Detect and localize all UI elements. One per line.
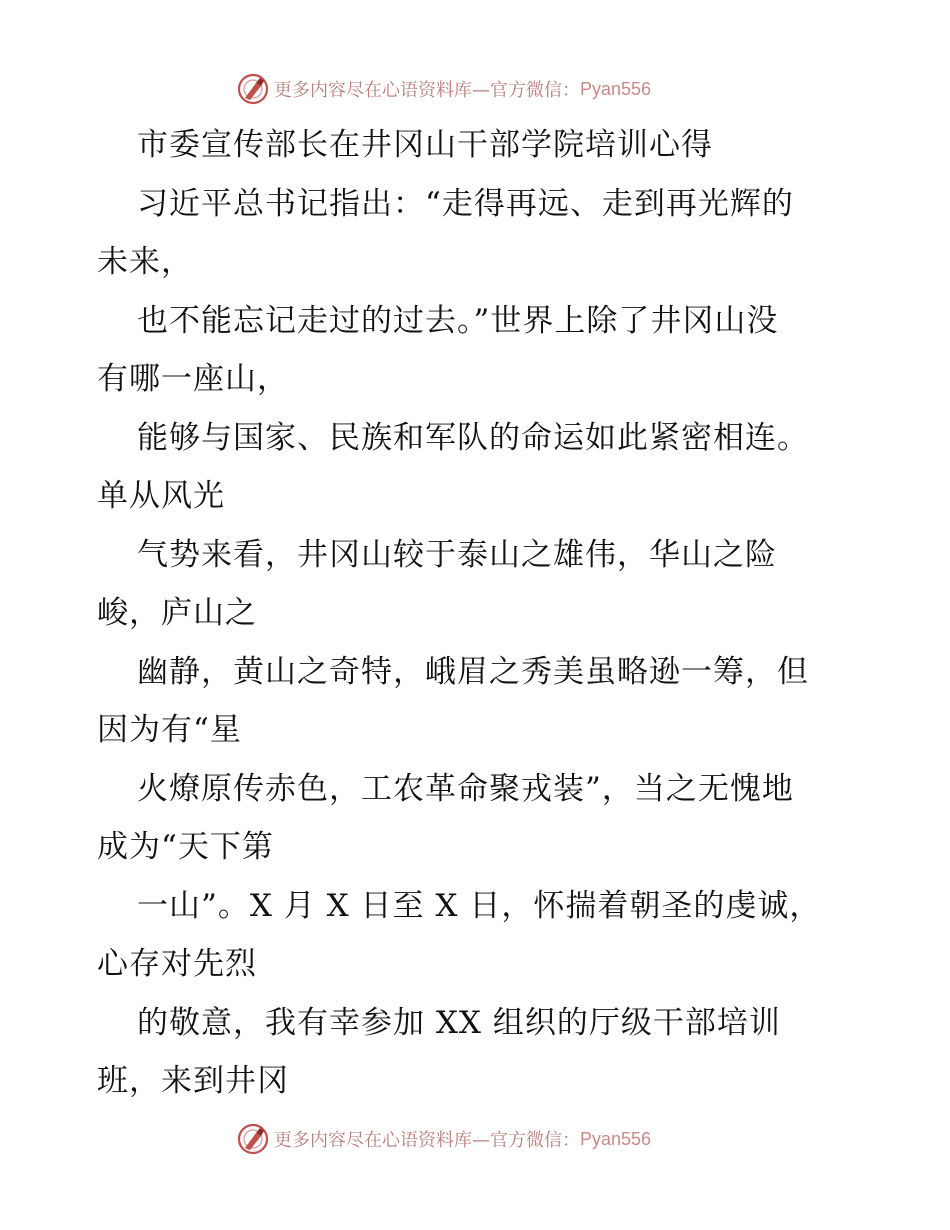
header-watermark (236, 72, 651, 106)
watermark-text: 更多内容尽在心语资料库—官方微信： (274, 1130, 580, 1151)
paragraph-line: 能够与国家、民族和军队的命运如此紧密相连。 (137, 419, 809, 456)
watermark-handle: Pyan556 (580, 78, 652, 99)
watermark-handle: Pyan556 (580, 1128, 652, 1149)
paragraph-line: 心存对先烈 (97, 946, 257, 982)
paragraph-line: 的敬意，我有幸参加 XX 组织的厅级干部培训 (137, 1004, 781, 1041)
paragraph-line: 一山”。X 月 X 日至 X 日，怀揣着朝圣的虔诚， (137, 887, 822, 924)
paragraph-line: 气势来看，井冈山较于泰山之雄伟，华山之险 (137, 536, 777, 573)
footer-watermark (236, 1122, 651, 1156)
paragraph-line: 有哪一座山， (97, 361, 289, 397)
pen-nib-logo-icon (236, 72, 270, 106)
watermark-text: 更多内容尽在心语资料库—官方微信： (274, 80, 580, 101)
paragraph-line: 幽静，黄山之奇特，峨眉之秀美虽略逊一筹，但 (137, 653, 809, 690)
paragraph-line: 也不能忘记走过的过去。”世界上除了井冈山没 (137, 302, 779, 339)
paragraph-line: 未来， (97, 244, 193, 280)
pen-nib-logo-icon (236, 1122, 270, 1156)
paragraph-line: 成为“天下第 (97, 829, 274, 865)
paragraph-line: 因为有“星 (97, 712, 242, 748)
document-body (97, 116, 867, 1111)
paragraph-line: 火燎原传赤色，工农革命聚戎装”，当之无愧地 (137, 770, 794, 807)
paragraph-line: 峻，庐山之 (97, 595, 257, 631)
paragraph-line: 班，来到井冈 (97, 1063, 289, 1099)
document-title: 市委宣传部长在井冈山干部学院培训心得 (137, 127, 713, 163)
paragraph-line: 习近平总书记指出：“走得再远、走到再光辉的 (137, 185, 794, 222)
paragraph-line: 单从风光 (97, 478, 225, 514)
